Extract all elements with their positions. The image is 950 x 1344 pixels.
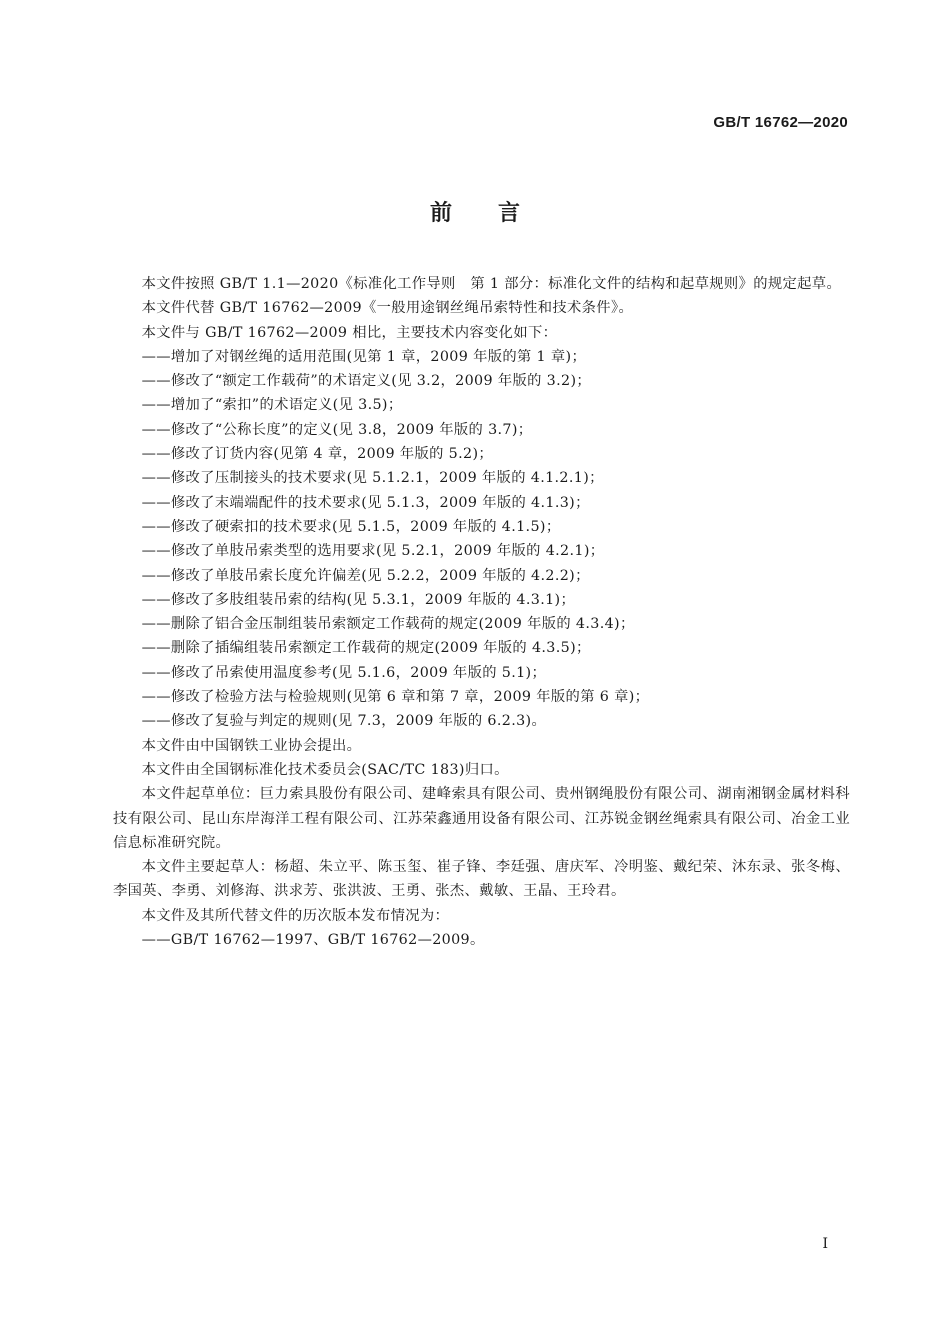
change-item: ——修改了“额定工作载荷”的术语定义(见 3.2，2009 年版的 3.2)； (141, 373, 592, 390)
change-item: ——增加了对钢丝绳的适用范围(见第 1 章，2009 年版的第 1 章)； (141, 348, 587, 365)
change-item: ——修改了订货内容(见第 4 章，2009 年版的 5.2)； (141, 446, 494, 463)
change-item: ——修改了压制接头的技术要求(见 5.1.2.1，2009 年版的 4.1.2.1)； (141, 470, 604, 487)
standard-code: GB/T 16762—2020 (713, 114, 848, 131)
drafting-units: 本文件起草单位：巨力索具股份有限公司、建峰索具有限公司、贵州钢绳股份有限公司、湖南湘钢金属材料科技有限公司、昆山东岸海洋工程有限公司、江苏荣鑫通用设备有限公司、江苏锐金钢丝绳索具有限公司、冶金工业信息标准研究院。 (113, 786, 850, 851)
change-item: ——修改了单肢吊索类型的选用要求(见 5.2.1，2009 年版的 4.2.1)； (141, 543, 605, 560)
intro-paragraph: 本文件与 GB/T 16762—2009 相比，主要技术内容变化如下： (141, 324, 558, 341)
change-item: ——修改了硬索扣的技术要求(见 5.1.5，2009 年版的 4.1.5)； (141, 518, 561, 535)
page-title: 前言 (429, 201, 566, 226)
history-versions: ——GB/T 16762—1997、GB/T 16762—2009。 (141, 932, 485, 949)
change-item: ——修改了多肢组装吊索的结构(见 5.3.1，2009 年版的 4.3.1)； (141, 591, 576, 608)
change-item: ——修改了检验方法与检验规则(见第 6 章和第 7 章，2009 年版的第 6 章)； (141, 689, 650, 706)
drafters: 本文件主要起草人：杨超、朱立平、陈玉玺、崔子锋、李廷强、唐庆军、冷明鉴、戴纪荣、沐东录、张冬梅、李国英、李勇、刘修海、洪求芳、张洪波、王勇、张杰、戴敏、王晶、王玲君。 (113, 859, 850, 900)
document-body (113, 272, 850, 952)
change-item: ——修改了单肢吊索长度允许偏差(见 5.2.2，2009 年版的 4.2.2)； (141, 567, 590, 584)
change-item: ——增加了“索扣”的术语定义(见 3.5)； (141, 397, 403, 414)
committee-statement: 本文件由全国钢标准化技术委员会(SAC/TC 183)归口。 (141, 761, 509, 778)
change-item: ——删除了插编组装吊索额定工作载荷的规定(2009 年版的 4.3.5)； (141, 640, 591, 657)
page-number: I (822, 1236, 828, 1252)
change-item: ——删除了铝合金压制组装吊索额定工作载荷的规定(2009 年版的 4.3.4)； (141, 616, 635, 633)
proposer-statement: 本文件由中国钢铁工业协会提出。 (141, 737, 362, 754)
change-item: ——修改了吊索使用温度参考(见 5.1.6，2009 年版的 5.1)； (141, 664, 547, 681)
history-intro: 本文件及其所代替文件的历次版本发布情况为： (141, 907, 450, 924)
change-item: ——修改了“公称长度”的定义(见 3.8，2009 年版的 3.7)； (141, 421, 533, 438)
intro-paragraph: 本文件代替 GB/T 16762—2009《一般用途钢丝绳吊索特性和技术条件》。 (141, 300, 634, 317)
change-item: ——修改了末端端配件的技术要求(见 5.1.3，2009 年版的 4.1.3)； (141, 494, 590, 511)
change-list (113, 345, 850, 734)
intro-paragraph: 本文件按照 GB/T 1.1—2020《标准化工作导则 第 1 部分：标准化文件的结构和起草规则》的规定起草。 (141, 276, 842, 292)
change-item: ——修改了复验与判定的规则(见 7.3，2009 年版的 6.2.3)。 (141, 713, 547, 730)
